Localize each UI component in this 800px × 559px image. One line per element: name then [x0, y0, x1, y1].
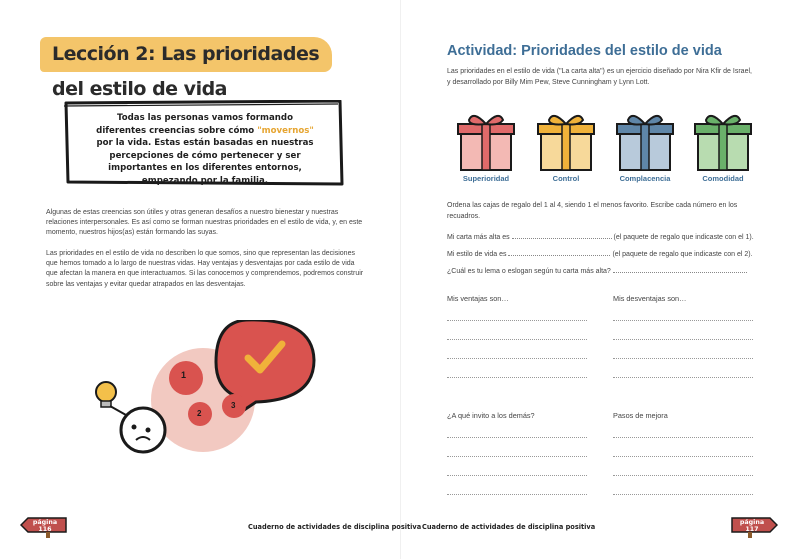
- invito-line[interactable]: [447, 437, 587, 438]
- pasos-line[interactable]: [613, 475, 753, 476]
- page-number-right: página 117: [739, 519, 765, 533]
- quote-highlight: "movernos": [257, 125, 314, 136]
- footer-right: Cuaderno de actividades de disciplina positiva: [422, 523, 596, 531]
- pasos-label: Pasos de mejora: [613, 411, 668, 420]
- estilo-vida-line: Mi estilo de vida es (el paquete de regalo que indicaste con el 2).: [447, 248, 753, 261]
- pasos-line[interactable]: [613, 494, 753, 495]
- pasos-line[interactable]: [613, 437, 753, 438]
- ventajas-line[interactable]: [447, 358, 587, 359]
- instruction-text: Ordena las cajas de regalo del 1 al 4, siendo 1 el menos favorito. Escribe cada número en los recuadros.: [447, 202, 738, 220]
- ventajas-label: Mis ventajas son…: [447, 294, 509, 303]
- desventajas-line[interactable]: [613, 320, 753, 321]
- carta-alta-line: Mi carta más alta es (el paquete de regalo que indicaste con el 1).: [447, 231, 754, 244]
- desventajas-label: Mis desventajas son…: [613, 294, 687, 303]
- desventajas-line[interactable]: [613, 377, 753, 378]
- invito-label: ¿A qué invito a los demás?: [447, 411, 535, 420]
- gift-box-control: [535, 110, 597, 172]
- gift-box-superioridad: [455, 110, 517, 172]
- lesson-title: Lección 2: Las prioridades del estilo de vida: [40, 37, 332, 72]
- gift-label-superioridad: Superioridad: [462, 174, 510, 183]
- quote-text: Todas las personas vamos formando diferentes creencias sobre cómo "movernos" por la vida. Estas están basadas en nuestras percepciones de cómo pertenecer y ser importantes en los diferentes entornos, empezando por la familia.: [96, 113, 314, 186]
- page-number-left: página 116: [32, 519, 58, 533]
- face: [121, 408, 165, 452]
- lema-field[interactable]: [613, 265, 747, 273]
- pasos-line[interactable]: [613, 456, 753, 457]
- intro-text: Las prioridades en el estilo de vida ("La carta alta") es un ejercicio diseñado por Nira Kfir de Israel, y desarrollado por Billy Mim Pew, Steve Cunningham y Lynn Lott.: [447, 68, 752, 86]
- illustration: [88, 320, 318, 470]
- gift-box-complacencia: [614, 110, 676, 172]
- ventajas-line[interactable]: [447, 377, 587, 378]
- bubble-number-1: 1: [181, 370, 187, 380]
- gift-box-comodidad: [692, 110, 754, 172]
- lightbulb-icon: [96, 382, 116, 402]
- invito-line[interactable]: [447, 494, 587, 495]
- desventajas-line[interactable]: [613, 339, 753, 340]
- invito-line[interactable]: [447, 475, 587, 476]
- invito-line[interactable]: [447, 456, 587, 457]
- paragraph-1: Algunas de estas creencias son útiles y otras generan desafíos a nuestro bienestar y nuestras relaciones interpersonales. Es así como se forman nuestras prioridades en el estilo de vida, y, en este momento, nuestros hijos(as) están formando las suyas.: [46, 209, 363, 237]
- desventajas-line[interactable]: [613, 358, 753, 359]
- lema-line: ¿Cuál es tu lema o eslogan según tu carta más alta?: [447, 265, 747, 278]
- gift-label-comodidad: Comodidad: [702, 174, 744, 183]
- carta-alta-field[interactable]: [512, 231, 612, 239]
- estilo-vida-field[interactable]: [508, 248, 610, 256]
- page-divider: [400, 0, 401, 559]
- activity-title: Actividad: Prioridades del estilo de vida: [447, 43, 722, 59]
- gift-label-complacencia: Complacencia: [619, 174, 671, 183]
- paragraph-2: Las prioridades en el estilo de vida no describen lo que somos, sino que representan las decisiones que hemos tomado a lo largo de nuestras vidas. Hay ventajas y desventajas por cada estilo de vida que afectan la manera en que interactuamos. Si las conocemos y comprendemos, podremos construir sobre las ventajas y evitar quedar atrapados en las desventajas.: [46, 250, 364, 288]
- bubble-number-3: 3: [231, 401, 236, 410]
- bubble-number-2: 2: [197, 409, 202, 418]
- footer-left: Cuaderno de actividades de disciplina positiva: [248, 523, 422, 531]
- gift-label-control: Control: [552, 174, 580, 183]
- ventajas-line[interactable]: [447, 339, 587, 340]
- ventajas-line[interactable]: [447, 320, 587, 321]
